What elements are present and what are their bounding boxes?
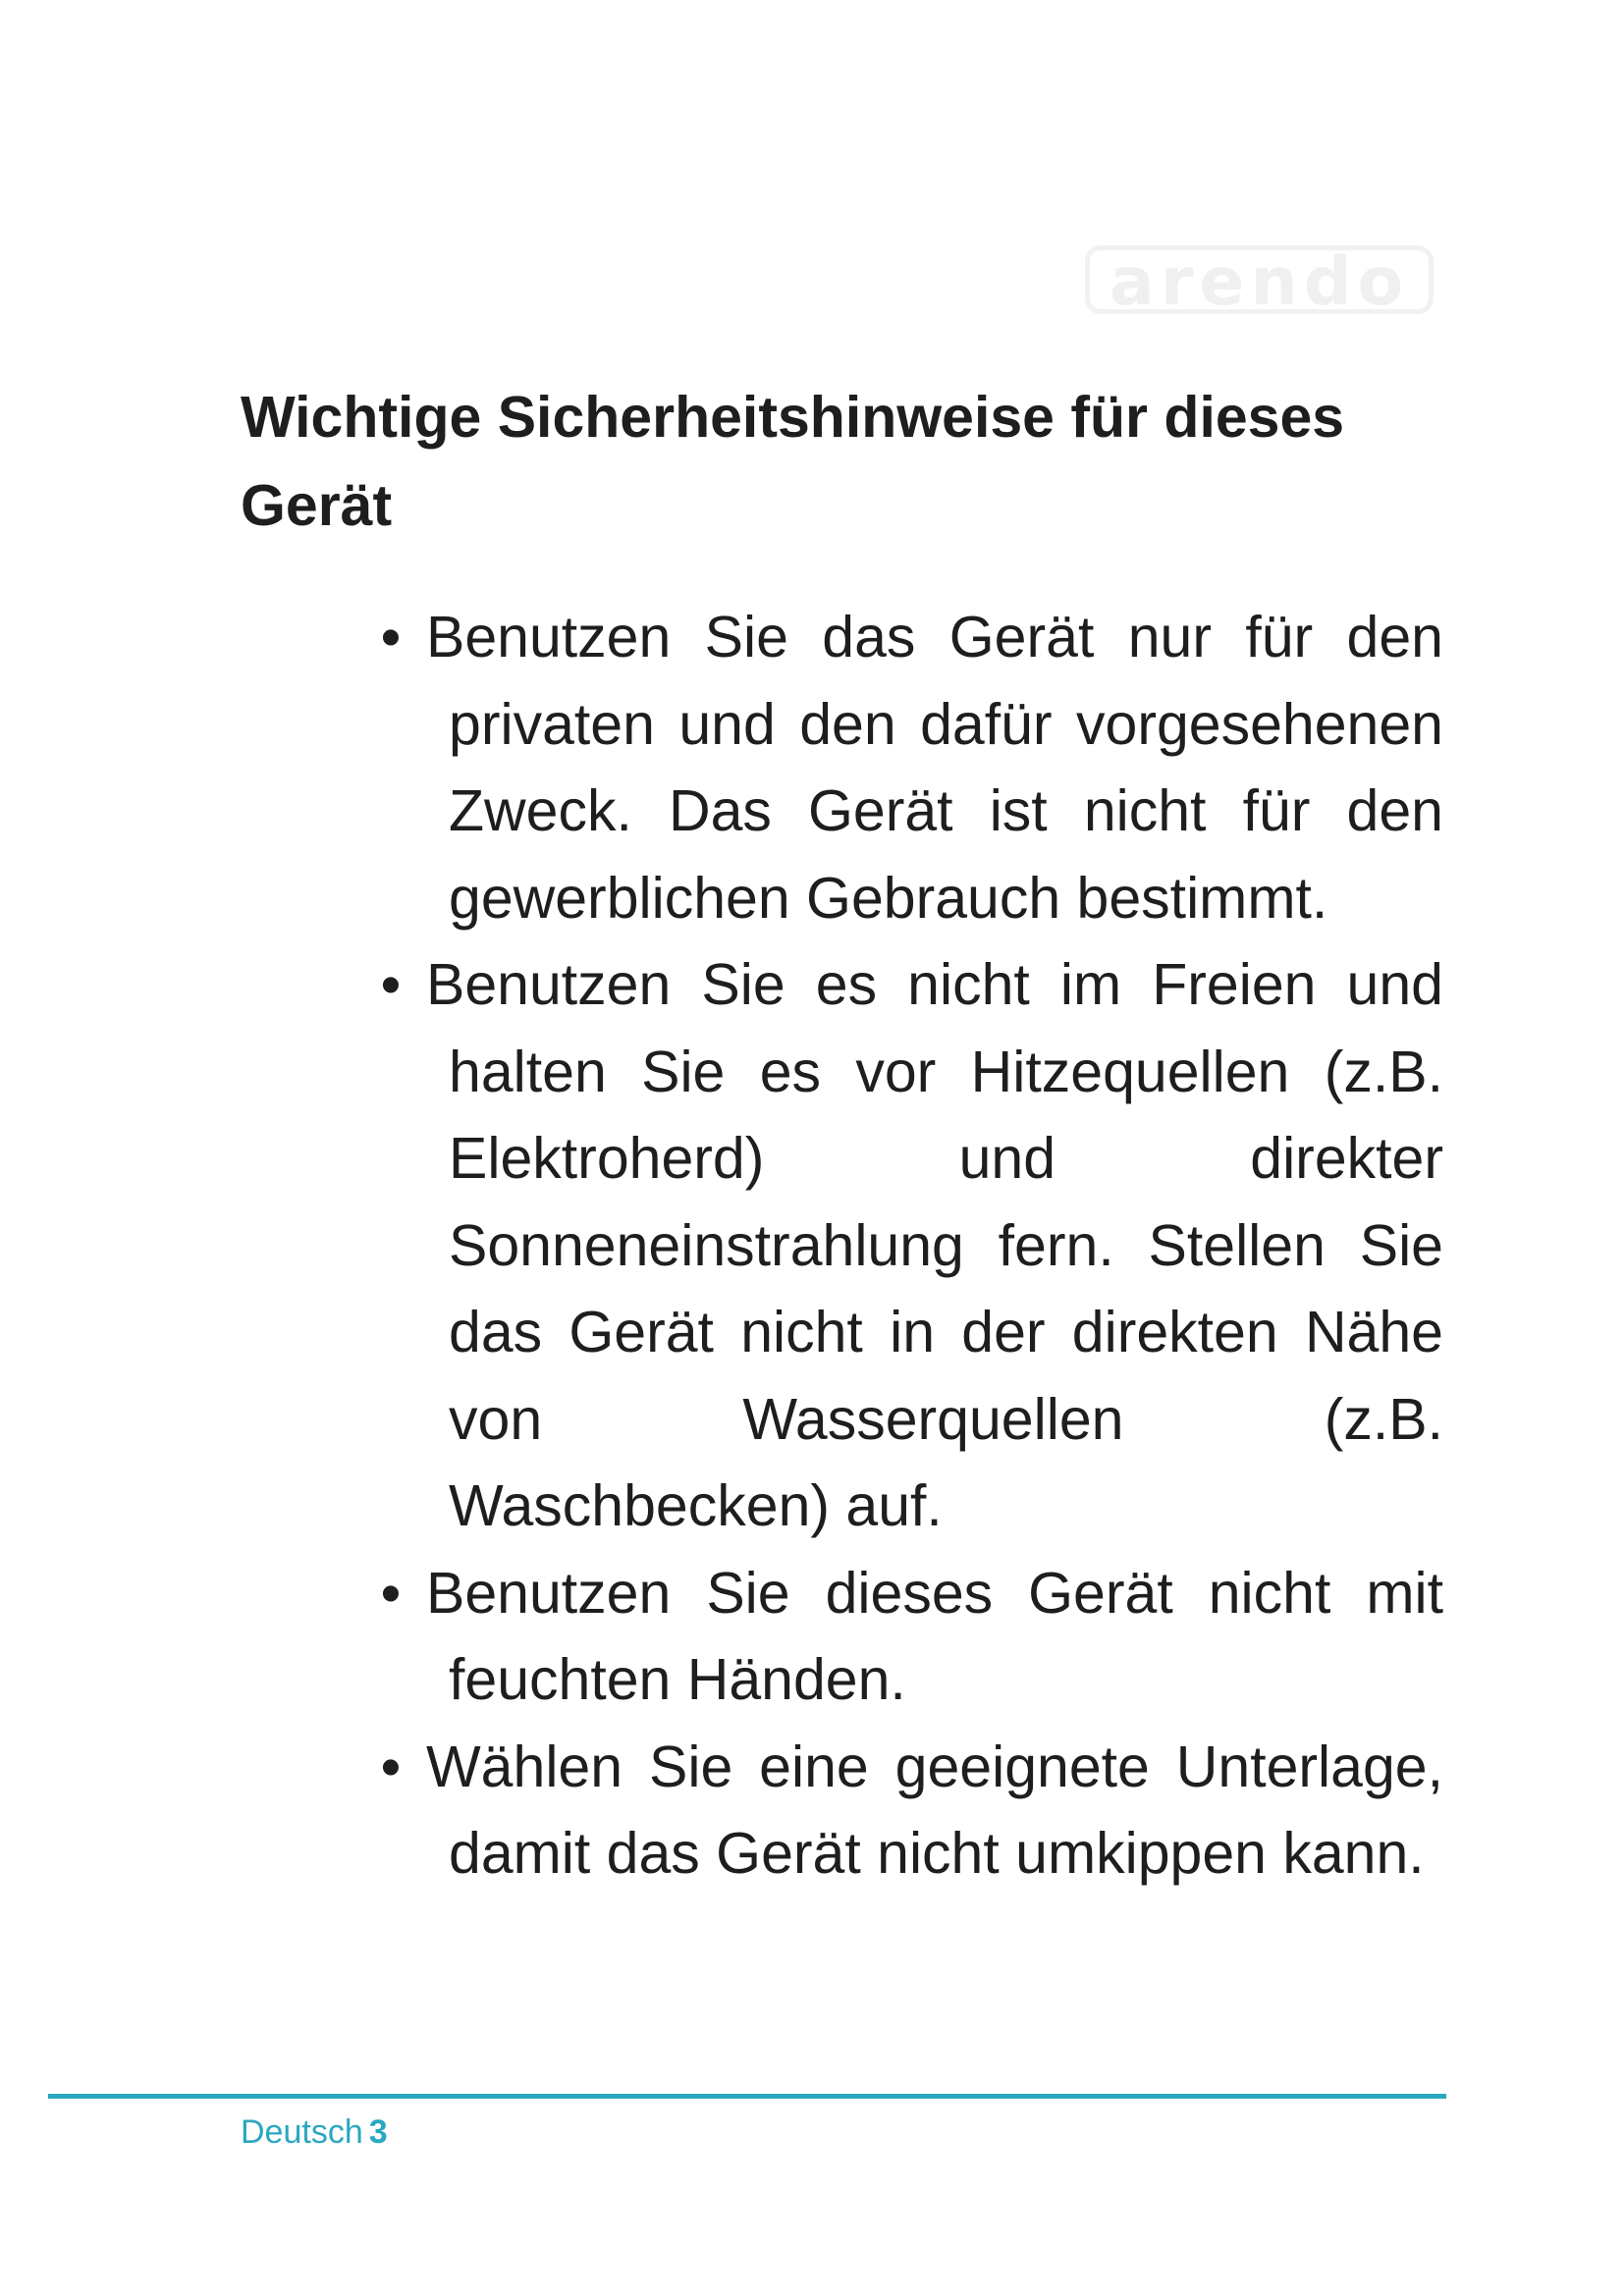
safety-instructions-list (373, 594, 1443, 1897)
page-footer (241, 2110, 388, 2154)
list-item (373, 594, 1443, 941)
page-heading: Wichtige Sicherheitshinweise für dieses Gerät (241, 385, 1345, 538)
list-item-text: Wählen Sie eine geeignete Unterlage, damit das Gerät nicht umkippen kann. (426, 1734, 1443, 1886)
list-item-text: Benutzen Sie dieses Gerät nicht mit feuchten Händen. (426, 1560, 1443, 1712)
footer-divider (48, 2094, 1446, 2099)
bullet-icon: • (380, 605, 402, 669)
list-item-text: Benutzen Sie das Gerät nur für den privaten und den dafür vorgesehenen Zweck. Das Gerät ist nicht für den gewerblichen Gebrauch bestimmt. (426, 605, 1443, 931)
list-item (373, 1550, 1443, 1724)
brand-watermark-logo: arendo (1085, 245, 1434, 314)
bullet-icon: • (380, 1734, 402, 1799)
bullet-icon: • (380, 1560, 402, 1626)
bullet-icon: • (380, 952, 402, 1017)
list-item-text: Benutzen Sie es nicht im Freien und halten Sie es vor Hitzequellen (z.B. Elektroherd) und direkter Sonneneinstrahlung fern. Stellen Sie das Gerät nicht in der direkten Nähe von Wasserquellen (z.B. Waschbecken) auf. (426, 952, 1443, 1538)
footer-language: Deutsch (241, 2113, 363, 2151)
page-number: 3 (368, 2113, 388, 2151)
list-item (373, 941, 1443, 1550)
list-item (373, 1724, 1443, 1897)
